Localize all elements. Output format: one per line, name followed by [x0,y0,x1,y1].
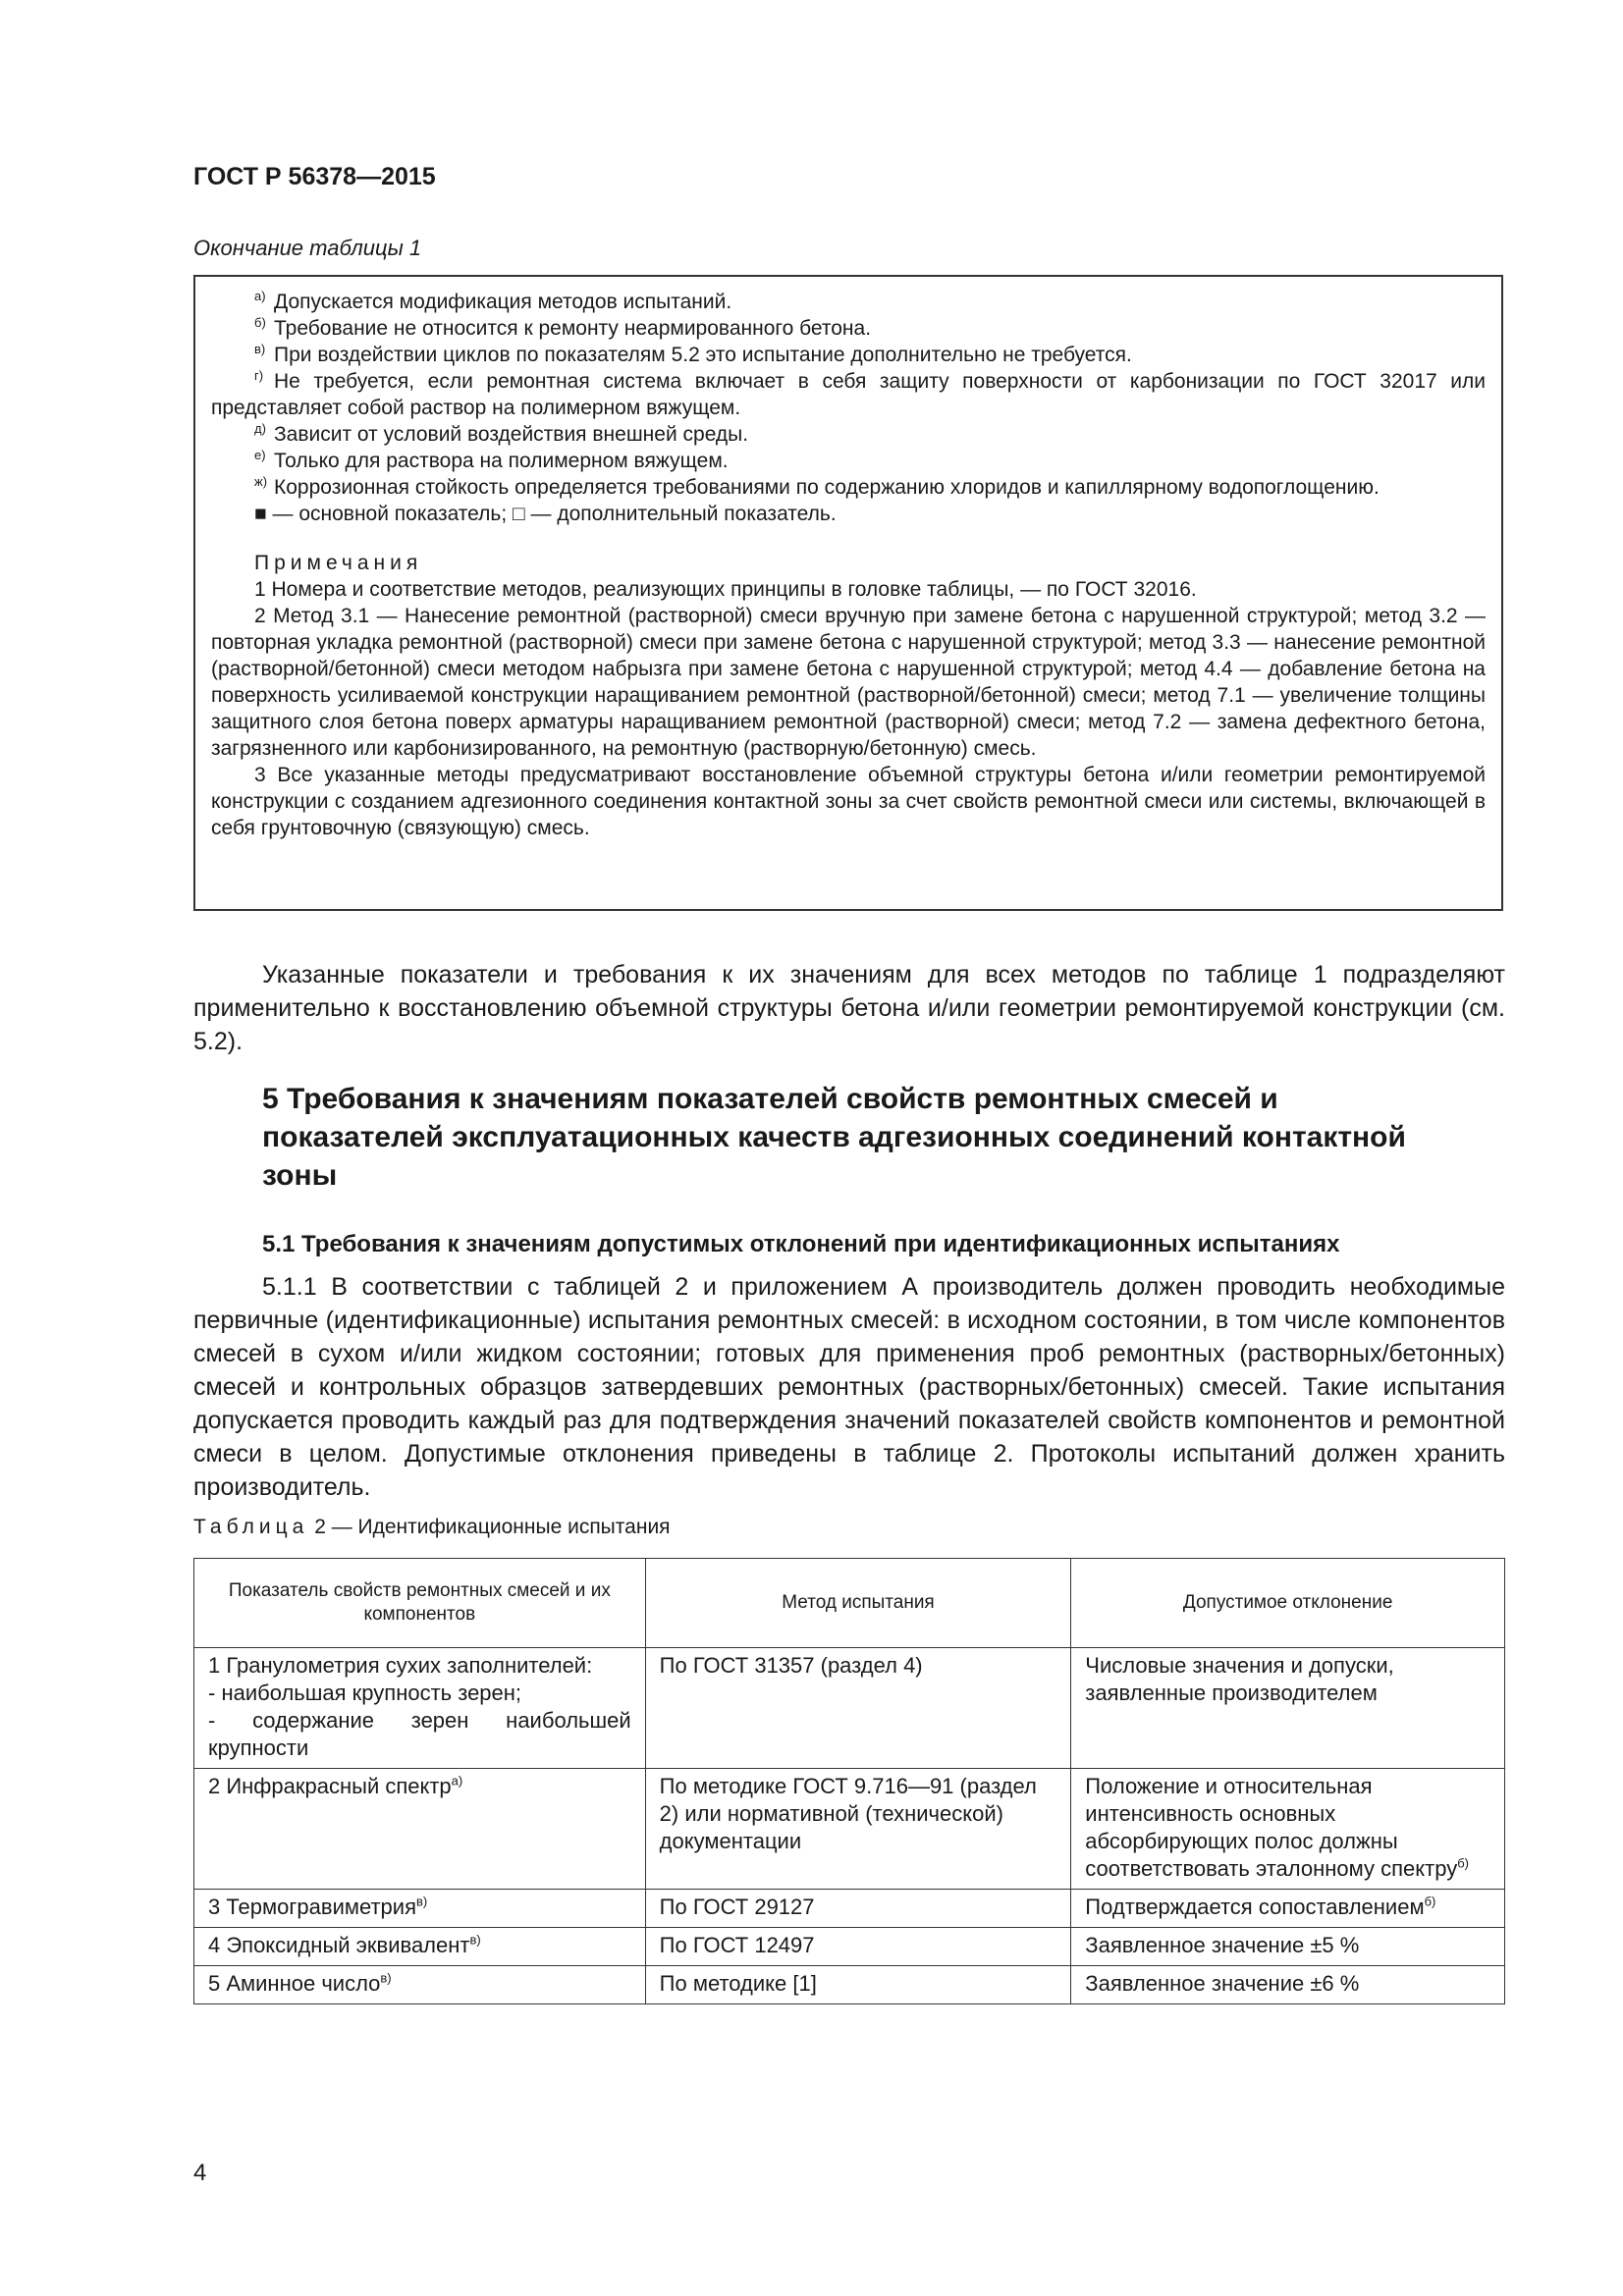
footnote-text: Только для раствора на полимерном вяжущем. [274,450,729,472]
cell-line: 1 Гранулометрия сухих заполнителей: [208,1653,593,1678]
subsection-5-1-heading: 5.1 Требования к значениям допустимых отклонений при идентификационных испытаниях [262,1231,1340,1257]
column-header: Допустимое отклонение [1071,1559,1505,1648]
table-cell-method: По методике [1] [645,1966,1071,2004]
table-cell-indicator [194,1890,646,1928]
cell-text: Подтверждается сопоставлением [1085,1895,1425,1919]
cell-text: 4 Эпоксидный эквивалент [208,1933,470,1957]
notes-title: Примечания [254,552,423,574]
cell-text: 5 Аминное число [208,1971,381,1996]
table-2-caption-word: Таблица [193,1516,309,1538]
note: 2 Метод 3.1 — Нанесение ремонтной (растворной) смеси вручную при замене бетона с нарушенной структурой; метод 3.2 — повторная укладка ремонтной (растворной) смеси при замене бетона с нарушенной структурой; метод 3.3 — нанесение ремонтной (растворной/бетонной) смеси методом набрызга при замене бетона с нарушенной структурой; метод 4.4 — добавление бетона на поверхность усиливаемой конструкции наращиванием ремонтной (растворной/бетонной) смеси; метод 7.1 — увеличение толщины защитного слоя бетона поверх арматуры наращиванием ремонтной (растворной) смеси; метод 7.2 — замена дефектного бетона, загрязненного или карбонизированного, на ремонтную (растворную/бетонную) смесь. [211,605,1486,760]
footnote-ref: а) [451,1773,463,1789]
footnote: $^{а)}$ Допускается модификация методов испытаний. [254,289,732,313]
paragraph-5-1-1: 5.1.1 В соответствии с таблицей 2 и приложением А производитель должен проводить необходимые первичные (идентификационные) испытания ремонтных смесей: в исходном состоянии, в том числе компонентов смесей в сухом и/или жидком состоянии; готовых для применения проб ремонтных (растворных/бетонных) смесей и контрольных образцов затвердевших ремонтных (растворных/бетонных) смесей. Такие испытания допускается проводить каждый раз для подтверждения значений показателей свойств компонентов и ремонтной смеси в целом. Допустимые отклонения приведены в таблице 2. Протоколы испытаний должен хранить производитель. [193,1273,1505,1501]
table-2 [193,1558,1505,2004]
footnote: $^{д)}$ Зависит от условий воздействия внешней среды. [254,421,749,446]
table-row [194,1769,1505,1890]
table-row [194,1890,1505,1928]
footnote-text: При воздействии циклов по показателям 5.2 это испытание дополнительно не требуется. [274,344,1132,366]
table-header-row [194,1559,1505,1648]
column-header: Метод испытания [645,1559,1071,1648]
table-1-footnotes-box [193,275,1503,911]
table-cell-deviation [1071,1769,1505,1890]
footnote-text: Зависит от условий воздействия внешней среды. [274,423,749,446]
footnote-ref: в) [469,1932,481,1948]
column-header: Показатель свойств ремонтных смесей и их компонентов [194,1559,646,1648]
note: 3 Все указанные методы предусматривают восстановление объемной структуры бетона и/или геометрии ремонтируемой конструкции с созданием адгезионного соединения контактной зоны за счет свойств ремонтной смеси или системы, включающей в себя грунтовочную (связующую) смесь. [211,764,1486,839]
table-cell-method: По ГОСТ 31357 (раздел 4) [645,1648,1071,1769]
footnote-text: Коррозионная стойкость определяется требованиями по содержанию хлоридов и капиллярному водопоглощению. [274,476,1380,499]
table-cell-indicator [194,1769,646,1890]
table-cell-method: По ГОСТ 12497 [645,1928,1071,1966]
table-2-caption-text: 2 — Идентификационные испытания [314,1516,671,1538]
table-cell-indicator [194,1648,646,1769]
indicator-legend: ■ — основной показатель; □ — дополнительный показатель. [254,503,837,525]
footnote-ref: в) [380,1970,392,1986]
footnote: $^{б)}$ Требование не относится к ремонту неармированного бетона. [254,315,872,340]
footnote-ref: в) [416,1894,428,1909]
cell-text: 3 Термогравиметрия [208,1895,416,1919]
document-header: ГОСТ Р 56378—2015 [193,163,436,190]
table-cell-deviation [1071,1890,1505,1928]
cell-text: Заявленное значение ±5 % [1085,1933,1360,1957]
table-row [194,1966,1505,2004]
table-cell-method: По методике ГОСТ 9.716—91 (раздел 2) или нормативной (технической) документации [645,1769,1071,1890]
note: 1 Номера и соответствие методов, реализующих принципы в головке таблицы, — по ГОСТ 32016. [254,578,1197,601]
table-cell-deviation [1071,1648,1505,1769]
table-cell-deviation [1071,1928,1505,1966]
table-row [194,1928,1505,1966]
table-1-continuation-caption: Окончание таблицы 1 [193,236,422,260]
paragraph-indicators: Указанные показатели и требования к их значениям для всех методов по таблице 1 подразделяют применительно к восстановлению объемной структуры бетона и/или геометрии ремонтируемой конструкции (см. 5.2). [193,961,1505,1055]
cell-line: - наибольшая крупность зерен; [208,1681,522,1705]
cell-text: 2 Инфракрасный спектр [208,1774,452,1798]
table-cell-indicator [194,1928,646,1966]
cell-line: - содержание зерен наибольшей крупности [208,1708,631,1760]
cell-text: Заявленное значение ±6 % [1085,1971,1360,1996]
footnote-ref: б) [1424,1894,1436,1909]
footnote-text: Не требуется, если ремонтная система включает в себя защиту поверхности от карбонизации по ГОСТ 32017 или представляет собой раствор на полимерном вяжущем. [211,370,1486,419]
page-number: 4 [193,2160,207,2186]
footnote: $^{г)}$ Не требуется, если ремонтная система включает в себя защиту поверхности от карбонизации по ГОСТ 32017 или представляет собой раствор на полимерном вяжущем. [211,368,1486,419]
table-cell-deviation [1071,1966,1505,2004]
table-cell-indicator [194,1966,646,2004]
table-cell-method: По ГОСТ 29127 [645,1890,1071,1928]
section-5-heading: 5 Требования к значениям показателей свойств ремонтных смесей и показателей эксплуатационных качеств адгезионных соединений контактной зоны [262,1083,1406,1192]
footnote: $^{в)}$ При воздействии циклов по показателям 5.2 это испытание дополнительно не требуется. [254,342,1132,366]
cell-text: Положение и относительная интенсивность основных абсорбирующих полос должны соответствовать эталонному спектру [1085,1774,1458,1881]
footnote: $^{ж)}$ Коррозионная стойкость определяется требованиями по содержанию хлоридов и капиллярному водопоглощению. [254,474,1380,499]
footnote-text: Допускается модификация методов испытаний. [274,291,732,313]
table-row [194,1648,1505,1769]
footnote-text: Требование не относится к ремонту неармированного бетона. [274,317,872,340]
cell-text: Числовые значения и допуски, заявленные производителем [1085,1653,1394,1705]
footnote: $^{е)}$ Только для раствора на полимерном вяжущем. [254,448,729,472]
table-2-caption [193,1516,671,1539]
footnote-ref: б) [1457,1855,1469,1871]
